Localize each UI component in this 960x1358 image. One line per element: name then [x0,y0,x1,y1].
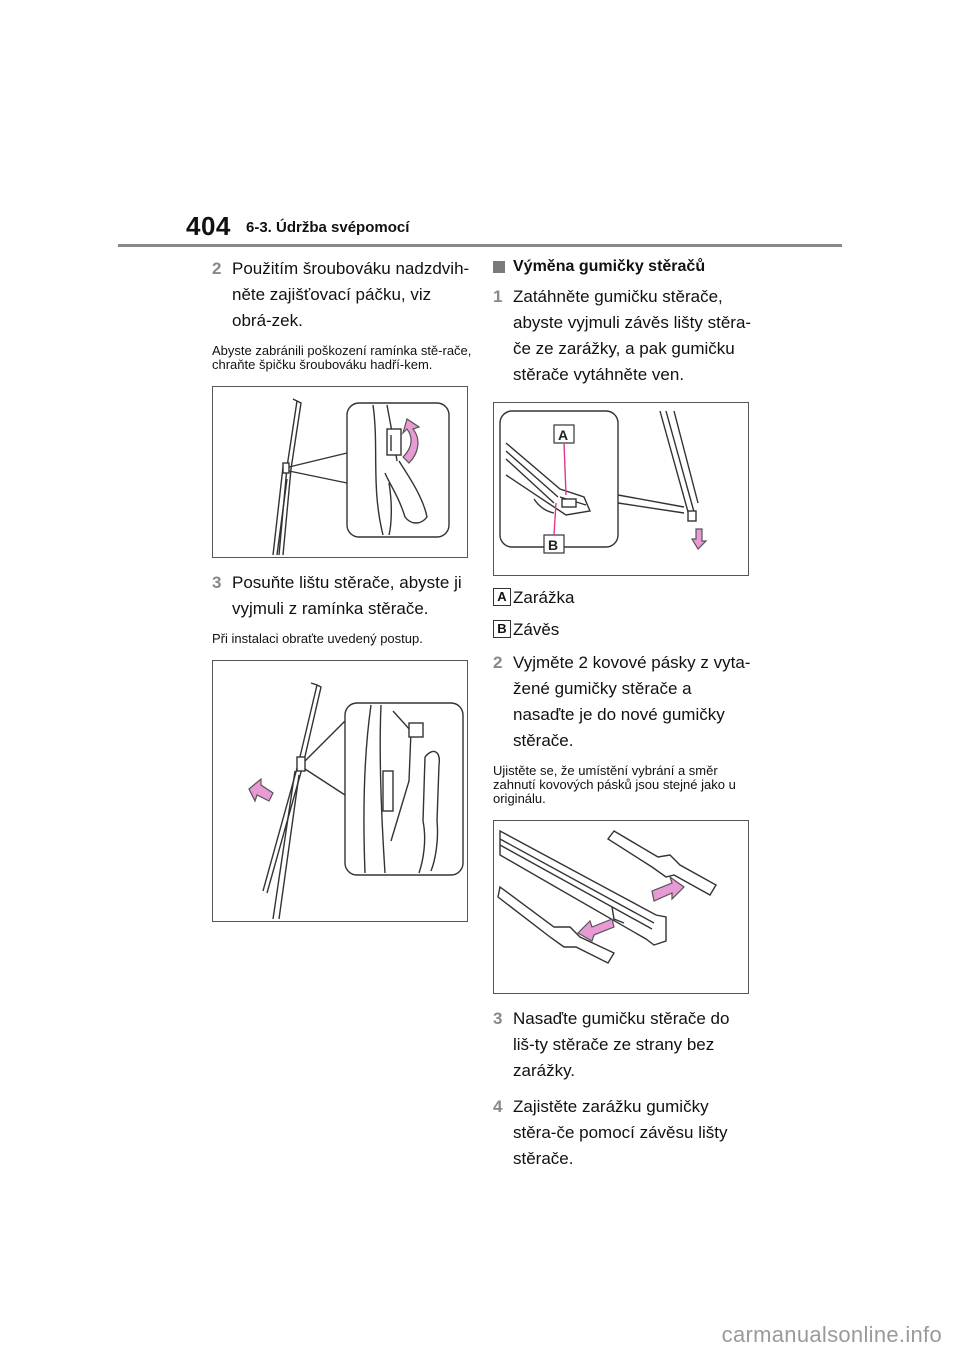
legend-key-b: B [493,620,511,638]
right-column [493,256,755,1172]
step-text: Použitím šroubováku nadzdvih-něte zajišťovací páčku, viz obrá-zek. [232,259,470,330]
step-text: Zajistěte zarážku gumičky stěra-če pomocí závěsu lišty stěrače. [513,1097,728,1168]
step-text: Vyjměte 2 kovové pásky z vyta-žené gumičky stěrače a nasaďte je do nové gumičky stěrače. [513,653,751,750]
figure-metal-strips [493,820,749,994]
callout-b-label: B [548,537,559,553]
figure-slide-blade [212,660,468,922]
section-heading [493,256,755,278]
header-divider [118,244,842,247]
step-1-right [493,284,755,388]
note-install-reverse: Při instalaci obraťte uvedený postup. [212,631,423,646]
step-2-right [493,650,755,754]
note-same-as-original: Ujistěte se, že umístění vybrání a směr zahnutí kovových pásků jsou stejné jako u originálu. [493,763,736,806]
slide-blade-illustration [213,661,467,921]
step-number: 3 [493,1009,503,1028]
step-text: Zatáhněte gumičku stěrače, abyste vyjmuli závěs lišty stěra-če ze zarážky, a pak gumičku stěrače vytáhněte ven. [513,287,752,384]
section-title: 6-3. Údržba svépomocí [246,219,410,236]
callout-a-label: A [558,427,569,443]
page-number: 404 [186,211,231,241]
watermark: carmanualsonline.info [721,1322,942,1347]
step-number: 1 [493,287,503,306]
step-2-left [212,256,472,334]
legend-key-a: A [493,588,511,606]
heading-text: Výměna gumičky stěračů [513,258,706,275]
square-bullet-icon [493,261,505,273]
note-protect-arm: Abyste zabránili poškození ramínka stě-rače, chraňte špičku šroubováku hadří-kem. [212,343,472,372]
step-text: Nasaďte gumičku stěrače do liš-ty stěrače ze strany bez zarážky. [513,1009,730,1080]
legend-label-a: Zarážka [513,588,575,607]
pull-rubber-illustration [494,403,748,575]
figure-lift-lever [212,386,468,558]
lift-lever-illustration [213,387,467,557]
figure-pull-rubber [493,402,749,576]
step-number: 3 [212,573,222,592]
legend-label-b: Závěs [513,620,560,639]
left-column [212,256,472,922]
step-text: Posuňte lištu stěrače, abyste ji vyjmuli z ramínka stěrače. [232,573,462,618]
step-4-right [493,1094,755,1172]
step-number: 2 [212,259,222,278]
step-number: 2 [493,653,503,672]
step-3-left [212,570,472,622]
legend-item-a [493,586,755,610]
step-number: 4 [493,1097,503,1116]
metal-strips-illustration [494,821,748,993]
step-3-right [493,1006,755,1084]
legend-item-b [493,618,755,642]
